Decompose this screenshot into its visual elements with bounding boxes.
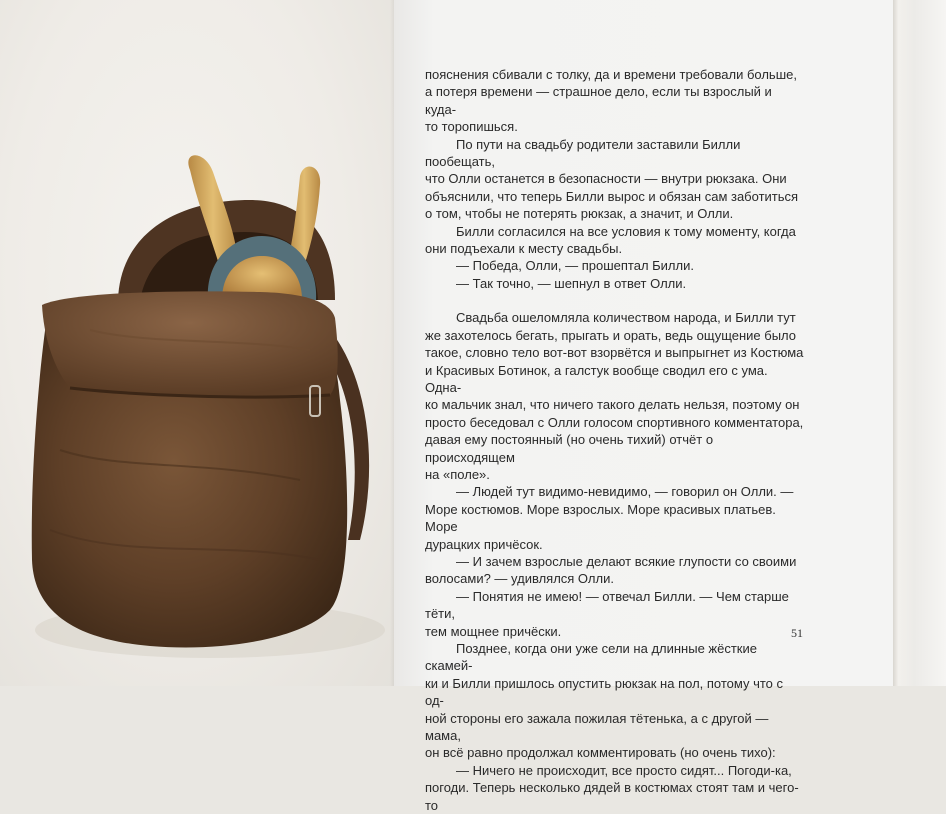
text-line: и Красивых Ботинок, а галстук вообще сводил его с ума. Одна-: [425, 362, 768, 395]
text-line: Море костюмов. Море взрослых. Море красивых платьев. Море: [425, 501, 776, 535]
text-line: пояснения сбивали с толку, да и времени требовали больше,: [425, 67, 797, 82]
text-line: погоди. Теперь несколько дядей в костюмах стоят там и чего-то: [425, 780, 799, 813]
text-line: о том, чтобы не потерять рюкзак, а значит, и Олли.: [425, 206, 734, 222]
text-line: они подъехали к месту свадьбы.: [425, 241, 623, 257]
text-line: Свадьба ошеломляла количеством народа, и Билли тут: [456, 310, 796, 326]
text-line: такое, словно тело вот-вот взорвётся и выпрыгнет из Костюма: [425, 345, 804, 361]
section-break: [425, 292, 805, 309]
text-line: на «поле».: [425, 466, 490, 482]
text-line: — Понятия не имею! — отвечал Билли. — Чем старше тёти,: [425, 588, 789, 622]
text-line: — Людей тут видимо-невидимо, — говорил он Олли. —: [456, 484, 794, 500]
page-text: [425, 66, 805, 814]
text-line: — Победа, Олли, — прошептал Билли.: [456, 258, 694, 274]
text-line: же захотелось бегать, прыгать и орать, ведь ощущение было: [425, 327, 797, 343]
backpack-illustration: [0, 0, 394, 686]
text-line: ной стороны его зажала пожилая тётенька, а с другой — мама,: [425, 710, 769, 744]
text-line: то торопишься.: [425, 119, 518, 135]
text-line: Позднее, когда они уже сели на длинные жёсткие скамей-: [425, 641, 757, 674]
text-line: ко мальчик знал, что ничего такого делать нельзя, поэтому он: [425, 397, 800, 413]
text-line: а потеря времени — страшное дело, если ты взрослый и куда-: [425, 84, 772, 117]
page-number: 51: [791, 626, 803, 640]
text-line: Билли согласился на все условия к тому моменту, когда: [456, 223, 796, 239]
text-line: просто беседовал с Олли голосом спортивного комментатора,: [425, 414, 804, 430]
page-edges: [893, 0, 946, 686]
text-line: дурацких причёсок.: [425, 536, 543, 552]
text-line: — И зачем взрослые делают всякие глупости со своими: [456, 553, 797, 569]
text-line: что Олли останется в безопасности — внутри рюкзака. Они: [425, 171, 787, 187]
text-line: объяснили, что теперь Билли вырос и обязан сам заботиться: [425, 188, 799, 204]
text-line: он всё равно продолжал комментировать (но очень тихо):: [425, 745, 776, 761]
text-line: По пути на свадьбу родители заставили Билли пообещать,: [425, 136, 741, 170]
text-line: волосами? — удивлялся Олли.: [425, 571, 614, 587]
text-line: — Ничего не происходит, все просто сидят... Погоди-ка,: [456, 762, 792, 778]
text-line: давая ему постоянный (но очень тихий) отчёт о происходящем: [425, 432, 714, 465]
text-line: — Так точно, — шепнул в ответ Олли.: [456, 275, 687, 291]
text-line: ки и Билли пришлось опустить рюкзак на пол, потому что с од-: [425, 675, 784, 709]
text-line: тем мощнее причёски.: [425, 623, 562, 639]
